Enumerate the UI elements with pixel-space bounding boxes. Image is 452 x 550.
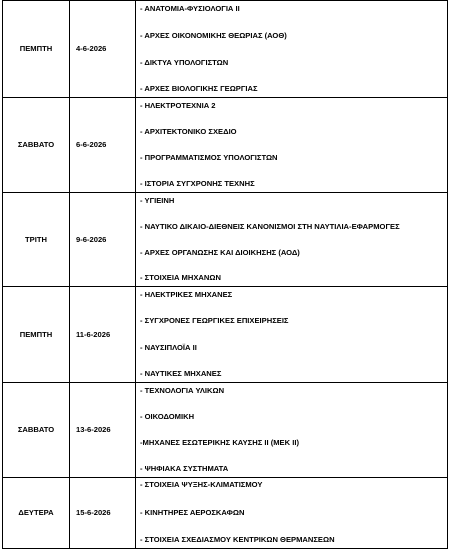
subjects-cell	[136, 287, 448, 383]
date-cell: 13-6-2026	[70, 383, 136, 478]
day-cell: ΣΑΒΒΑΤΟ	[3, 383, 70, 478]
table-row	[3, 478, 448, 549]
subject-item: - ΤΕΧΝΟΛΟΓΙΑ ΥΛΙΚΩΝ	[140, 386, 225, 395]
day-cell: ΠΕΜΠΤΗ	[3, 287, 70, 383]
date-cell: 4-6-2026	[70, 1, 136, 98]
table-row	[3, 1, 448, 98]
table-row	[3, 193, 448, 287]
subject-item: - ΚΙΝΗΤΗΡΕΣ ΑΕΡΟΣΚΑΦΩΝ	[140, 507, 245, 517]
table-row	[3, 287, 448, 383]
day-cell: ΤΡΙΤΗ	[3, 193, 70, 287]
subject-item: - ΨΗΦΙΑΚΑ ΣΥΣΤΗΜΑΤΑ	[140, 464, 229, 474]
date-cell: 11-6-2026	[70, 287, 136, 383]
subject-item: - ΔΙΚΤΥΑ ΥΠΟΛΟΓΙΣΤΩΝ	[140, 57, 229, 67]
subject-list	[140, 287, 447, 382]
subject-item: - ΝΑΥΣΙΠΛΟΪΑ ΙΙ	[140, 342, 197, 352]
subject-list	[140, 1, 447, 97]
date-cell: 15-6-2026	[70, 478, 136, 549]
subject-list	[140, 193, 447, 286]
day-cell: ΔΕΥΤΕΡΑ	[3, 478, 70, 549]
date-cell: 6-6-2026	[70, 98, 136, 193]
exam-schedule-table	[2, 0, 448, 549]
table-row	[3, 383, 448, 478]
day-cell: ΠΕΜΠΤΗ	[3, 1, 70, 98]
subject-item: - ΝΑΥΤΙΚΟ ΔΙΚΑΙΟ-ΔΙΕΘΝΕΙΣ ΚΑΝΟΝΙΣΜΟΙ ΣΤΗ ΝΑΥΤΙΛΙΑ-ΕΦΑΡΜΟΓΕΣ	[140, 221, 400, 231]
subject-list	[140, 383, 447, 477]
day-cell: ΣΑΒΒΑΤΟ	[3, 98, 70, 193]
subject-item: - ΥΓΙΕΙΝΗ	[140, 196, 175, 205]
subject-item: - ΑΡΧΙΤΕΚΤΟΝΙΚΟ ΣΧΕΔΙΟ	[140, 127, 237, 137]
subject-item: - ΠΡΟΓΡΑΜΜΑΤΙΣΜΟΣ ΥΠΟΛΟΓΙΣΤΩΝ	[140, 153, 278, 163]
subject-item: - ΟΙΚΟΔΟΜΙΚΗ	[140, 412, 195, 422]
subjects-cell	[136, 98, 448, 193]
date-cell: 9-6-2026	[70, 193, 136, 287]
subject-item: - ΣΥΓΧΡΟΝΕΣ ΓΕΩΡΓΙΚΕΣ ΕΠΙΧΕΙΡΗΣΕΙΣ	[140, 316, 289, 326]
subjects-cell	[136, 1, 448, 98]
subject-item: - ΑΡΧΕΣ ΟΙΚΟΝΟΜΙΚΗΣ ΘΕΩΡΙΑΣ (ΑΟΘ)	[140, 30, 287, 40]
subjects-cell	[136, 478, 448, 549]
subject-item: - ΑΡΧΕΣ ΟΡΓΑΝΩΣΗΣ ΚΑΙ ΔΙΟΙΚΗΣΗΣ (ΑΟΔ)	[140, 247, 300, 257]
subject-item: - ΗΛΕΚΤΡΟΤΕΧΝΙΑ 2	[140, 101, 216, 110]
table-row	[3, 98, 448, 193]
subject-item: -ΜΗΧΑΝΕΣ ΕΣΩΤΕΡΙΚΗΣ ΚΑΥΣΗΣ ΙΙ (ΜΕΚ ΙΙ)	[140, 438, 299, 448]
subject-item: - ΣΤΟΙΧΕΙΑ ΣΧΕΔΙΑΣΜΟΥ ΚΕΝΤΡΙΚΩΝ ΘΕΡΜΑΝΣΕΩΝ	[140, 535, 335, 545]
subject-item: - ΑΡΧΕΣ ΒΙΟΛΟΓΙΚΗΣ ΓΕΩΡΓΙΑΣ	[140, 84, 258, 94]
subjects-cell	[136, 193, 448, 287]
subject-item: - ΣΤΟΙΧΕΙΑ ΜΗΧΑΝΩΝ	[140, 273, 221, 283]
subject-list	[140, 98, 447, 192]
subject-item: - ΝΑΥΤΙΚΕΣ ΜΗΧΑΝΕΣ	[140, 369, 222, 379]
subject-item: - ΣΤΟΙΧΕΙΑ ΨΥΞΗΣ-ΚΛΙΜΑΤΙΣΜΟΥ	[140, 480, 263, 489]
subject-item: - ΙΣΤΟΡΙΑ ΣΥΓΧΡΟΝΗΣ ΤΕΧΝΗΣ	[140, 179, 255, 189]
subject-list	[140, 478, 447, 548]
subject-item: - ΑΝΑΤΟΜΙΑ-ΦΥΣΙΟΛΟΓΙΑ ΙΙ	[140, 4, 240, 13]
subject-item: - ΗΛΕΚΤΡΙΚΕΣ ΜΗΧΑΝΕΣ	[140, 290, 233, 299]
subjects-cell	[136, 383, 448, 478]
